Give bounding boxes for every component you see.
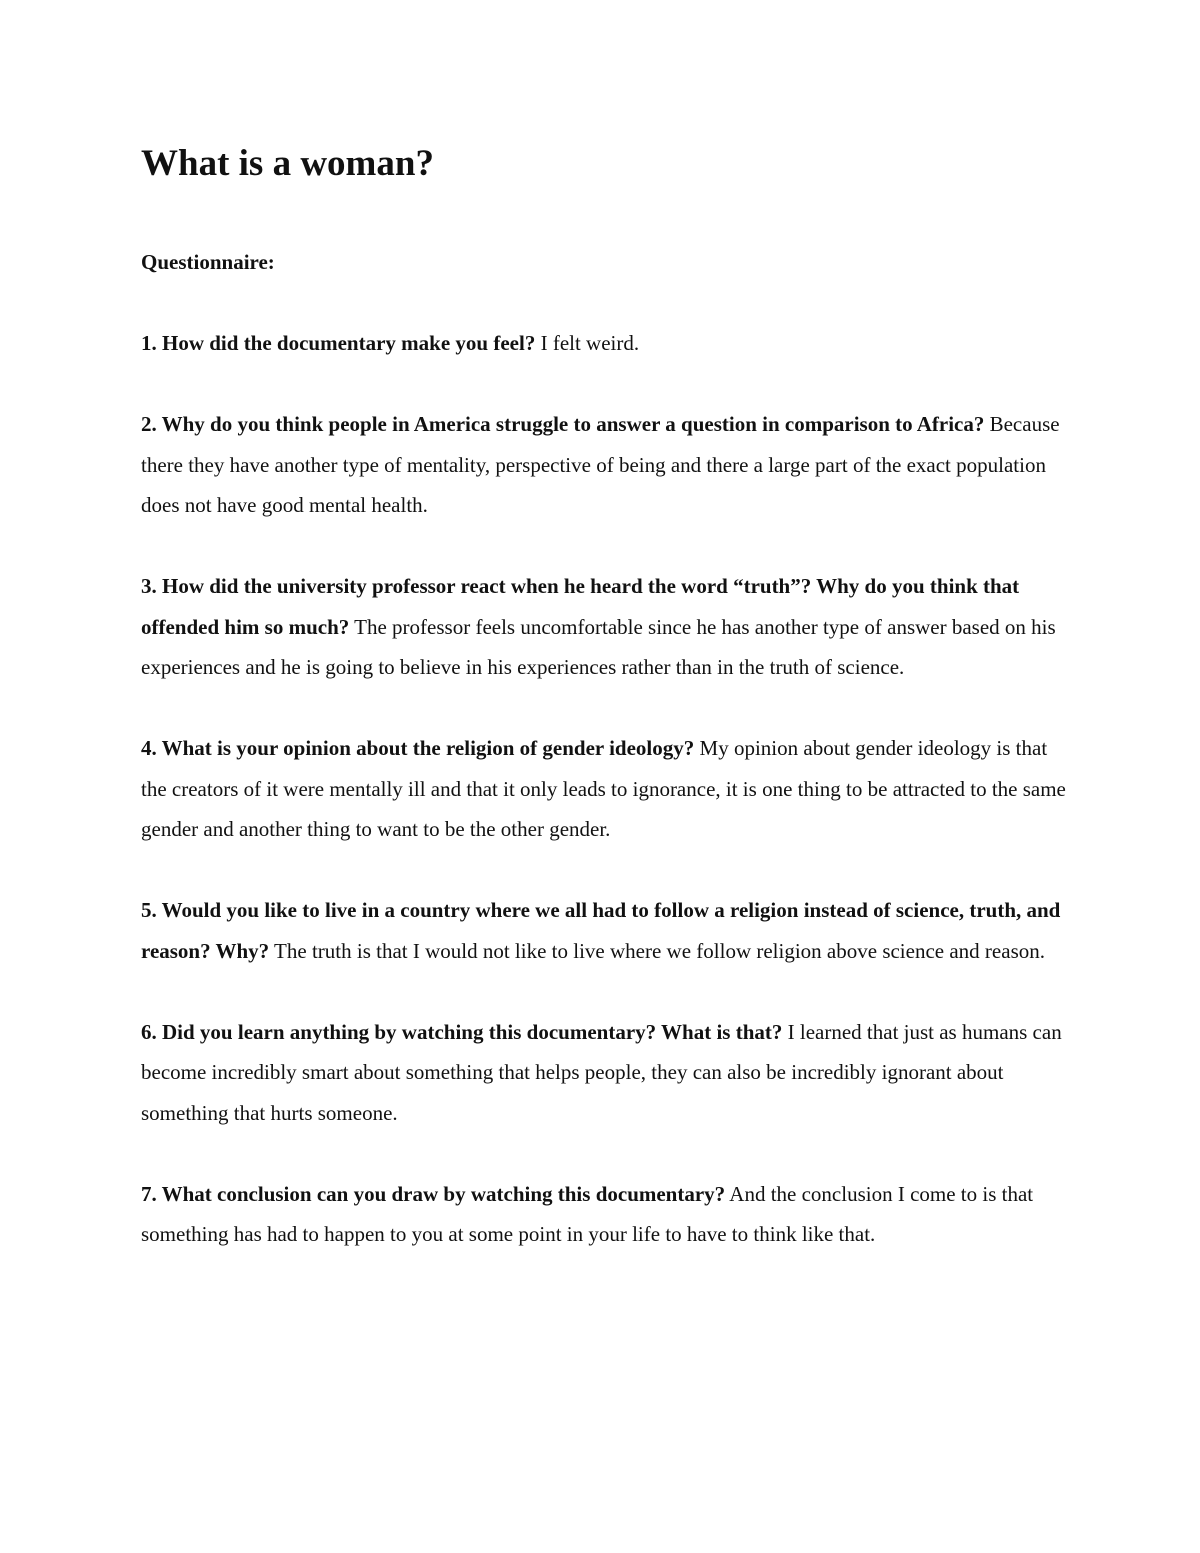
question-2: 2. Why do you think people in America struggle to answer a question in comparison to Africa? [141,412,985,436]
answer-1: I felt weird. [540,331,640,355]
question-6: 6. Did you learn anything by watching this documentary? What is that? [141,1019,783,1044]
question-5: 5. Would you like to live in a country where we all had to follow a religion instead of science, truth, and reason? Why? [141,898,1061,963]
qa-item-1 [141,323,1066,364]
question-7: 7. What conclusion can you draw by watching this documentary? [141,1181,726,1206]
answer-7: And the conclusion I come to is that something has had to happen to you at some point in your life to have to think like that. [141,1181,1034,1246]
document-title: What is a woman? [141,143,434,184]
qa-item-4 [141,728,1066,850]
question-4: 4. What is your opinion about the religion of gender ideology? [141,736,695,760]
answer-4: My opinion about gender ideology is that the creators of it were mentally ill and that it only leads to ignorance, it is one thing to be attracted to the same gender and another thing to want to be the other gender. [141,736,1066,841]
questionnaire-list [141,323,1066,1255]
qa-item-6 [141,1012,1066,1134]
qa-item-3 [141,566,1066,688]
question-1: 1. How did the documentary make you feel? [141,331,536,355]
answer-5: The truth is that I would not like to live where we follow religion above science and reason. [274,938,1045,963]
answer-3: The professor feels uncomfortable since he has another type of answer based on his experiences and he is going to believe in his experiences rather than in the truth of science. [141,614,1056,679]
answer-6: I learned that just as humans can become incredibly smart about something that helps people, they can also be incredibly ignorant about something that hurts someone. [141,1019,1062,1125]
qa-item-5 [141,890,1066,971]
questionnaire-heading: Questionnaire: [141,250,275,274]
question-3: 3. How did the university professor react when he heard the word “truth”? Why do you think that offended him so much? [141,574,1020,639]
qa-item-7 [141,1174,1066,1255]
document-page [141,138,1066,1295]
qa-item-2 [141,404,1066,526]
answer-2: Because there they have another type of mentality, perspective of being and there a large part of the exact population does not have good mental health. [141,412,1060,517]
